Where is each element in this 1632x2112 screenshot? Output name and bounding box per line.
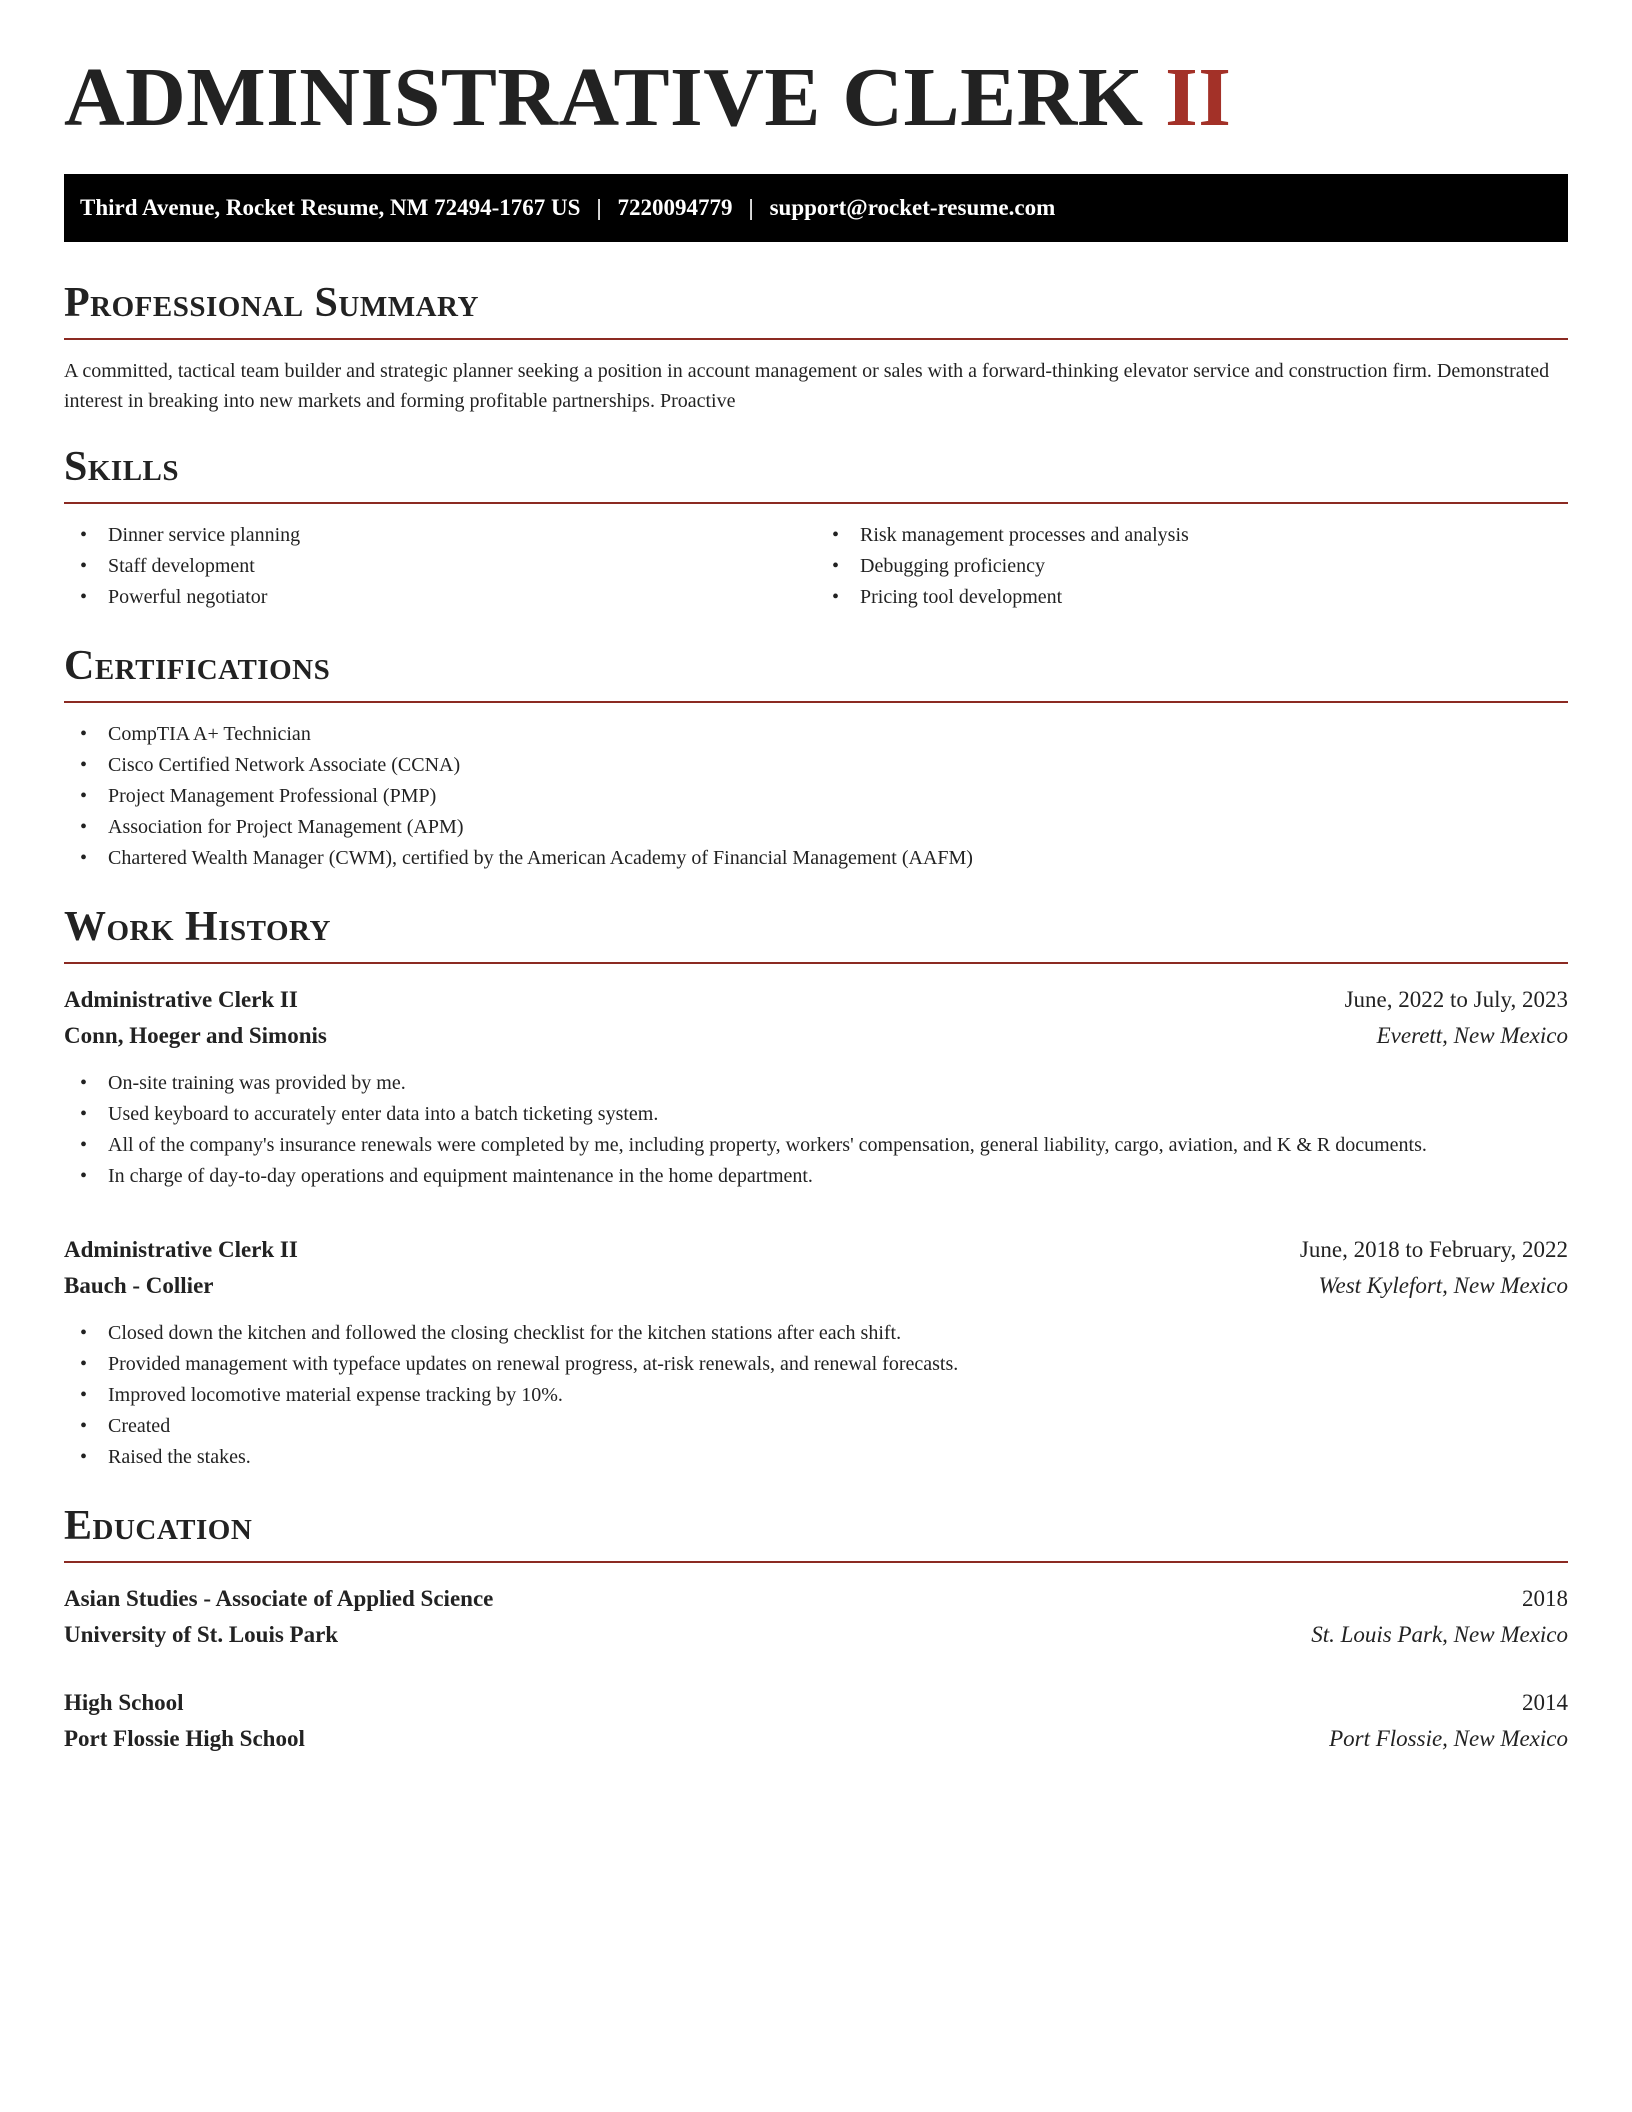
job-location: West Kylefort, New Mexico: [1318, 1273, 1568, 1298]
job-company-row: [64, 1268, 1568, 1304]
name-accent: II: [1165, 51, 1232, 144]
education-degree: High School: [64, 1690, 184, 1715]
job-duty-item: • Improved locomotive material expense tracking by 10%.: [64, 1380, 1568, 1411]
education-entry: [64, 1581, 1568, 1653]
education-degree-row: [64, 1581, 1568, 1617]
job-duty-item: • Closed down the kitchen and followed the closing checklist for the kitchen stations after each shift.: [64, 1318, 1568, 1349]
education-heading: Education: [64, 1505, 1568, 1563]
job-duties: [64, 1318, 1568, 1473]
skills-list-right: [816, 520, 1568, 613]
skill-item: • Debugging proficiency: [816, 551, 1568, 582]
job-company-row: [64, 1018, 1568, 1054]
summary-heading: Professional Summary: [64, 282, 1568, 340]
job-duty-item: • Created: [64, 1411, 1568, 1442]
job-dates: June, 2018 to February, 2022: [1299, 1237, 1568, 1262]
education-school: Port Flossie High School: [64, 1726, 305, 1751]
job-duty-item: • In charge of day-to-day operations and equipment maintenance in the home department.: [64, 1161, 1568, 1192]
job-dates: June, 2022 to July, 2023: [1344, 987, 1568, 1012]
certification-item: • Cisco Certified Network Associate (CCNA): [64, 750, 1568, 781]
certification-item: • Chartered Wealth Manager (CWM), certified by the American Academy of Financial Management (AAFM): [64, 843, 1568, 874]
job-duty-item: • On-site training was provided by me.: [64, 1068, 1568, 1099]
job-entry: [64, 982, 1568, 1192]
education-year: 2018: [1522, 1586, 1568, 1611]
skills-list-left: [64, 520, 816, 613]
certification-item: • CompTIA A+ Technician: [64, 719, 1568, 750]
education-section: [64, 1505, 1568, 1757]
education-school: University of St. Louis Park: [64, 1622, 339, 1647]
education-location: Port Flossie, New Mexico: [1329, 1726, 1568, 1751]
job-duty-item: • Provided management with typeface updates on renewal progress, at-risk renewals, and renewal forecasts.: [64, 1349, 1568, 1380]
skills-grid: [64, 504, 1568, 613]
education-school-row: [64, 1617, 1568, 1653]
contact-address: Third Avenue, Rocket Resume, NM 72494-1767 US: [80, 195, 581, 220]
education-school-row: [64, 1721, 1568, 1757]
education-year: 2014: [1522, 1690, 1568, 1715]
summary-section: [64, 282, 1568, 416]
skill-item: • Pricing tool development: [816, 582, 1568, 613]
job-role: Administrative Clerk II: [64, 987, 298, 1012]
job-company: Bauch - Collier: [64, 1273, 214, 1298]
skills-section: [64, 446, 1568, 613]
work-history-heading: Work History: [64, 906, 1568, 964]
certification-item: • Association for Project Management (APM): [64, 812, 1568, 843]
skill-item: • Risk management processes and analysis: [816, 520, 1568, 551]
skill-item: • Dinner service planning: [64, 520, 816, 551]
skill-item: • Powerful negotiator: [64, 582, 816, 613]
job-role: Administrative Clerk II: [64, 1237, 298, 1262]
certifications-heading: Certifications: [64, 645, 1568, 703]
job-company: Conn, Hoeger and Simonis: [64, 1023, 327, 1048]
work-history-section: [64, 906, 1568, 1473]
contact-phone: 7220094779: [617, 195, 733, 220]
contact-bar: [64, 174, 1568, 242]
summary-text: A committed, tactical team builder and strategic planner seeking a position in account management or sales with a forward-thinking elevator service and construction firm. Demonstrated interest in breaking into new markets and forming profitable partnerships. Proactive: [64, 360, 1550, 412]
certifications-section: [64, 645, 1568, 874]
certifications-list: [64, 719, 1568, 874]
contact-separator: |: [596, 195, 602, 220]
job-entry: [64, 1232, 1568, 1473]
job-duty-item: • Raised the stakes.: [64, 1442, 1568, 1473]
contact-separator: |: [748, 195, 754, 220]
job-header-row: [64, 982, 1568, 1018]
education-degree-row: [64, 1685, 1568, 1721]
education-degree: Asian Studies - Associate of Applied Science: [64, 1586, 494, 1611]
skill-item: • Staff development: [64, 551, 816, 582]
job-header-row: [64, 1232, 1568, 1268]
job-duties: [64, 1068, 1568, 1192]
education-entry: [64, 1685, 1568, 1757]
contact-email: support@rocket-resume.com: [769, 195, 1056, 220]
job-duty-item: • All of the company's insurance renewals were completed by me, including property, workers' compensation, general liability, cargo, aviation, and K & R documents.: [64, 1130, 1568, 1161]
skills-heading: Skills: [64, 446, 1568, 504]
name-main: ADMINISTRATIVE CLERK: [64, 51, 1144, 144]
candidate-name: [64, 51, 1568, 144]
education-location: St. Louis Park, New Mexico: [1311, 1622, 1568, 1647]
job-location: Everett, New Mexico: [1376, 1023, 1568, 1048]
job-duty-item: • Used keyboard to accurately enter data into a batch ticketing system.: [64, 1099, 1568, 1130]
certification-item: • Project Management Professional (PMP): [64, 781, 1568, 812]
